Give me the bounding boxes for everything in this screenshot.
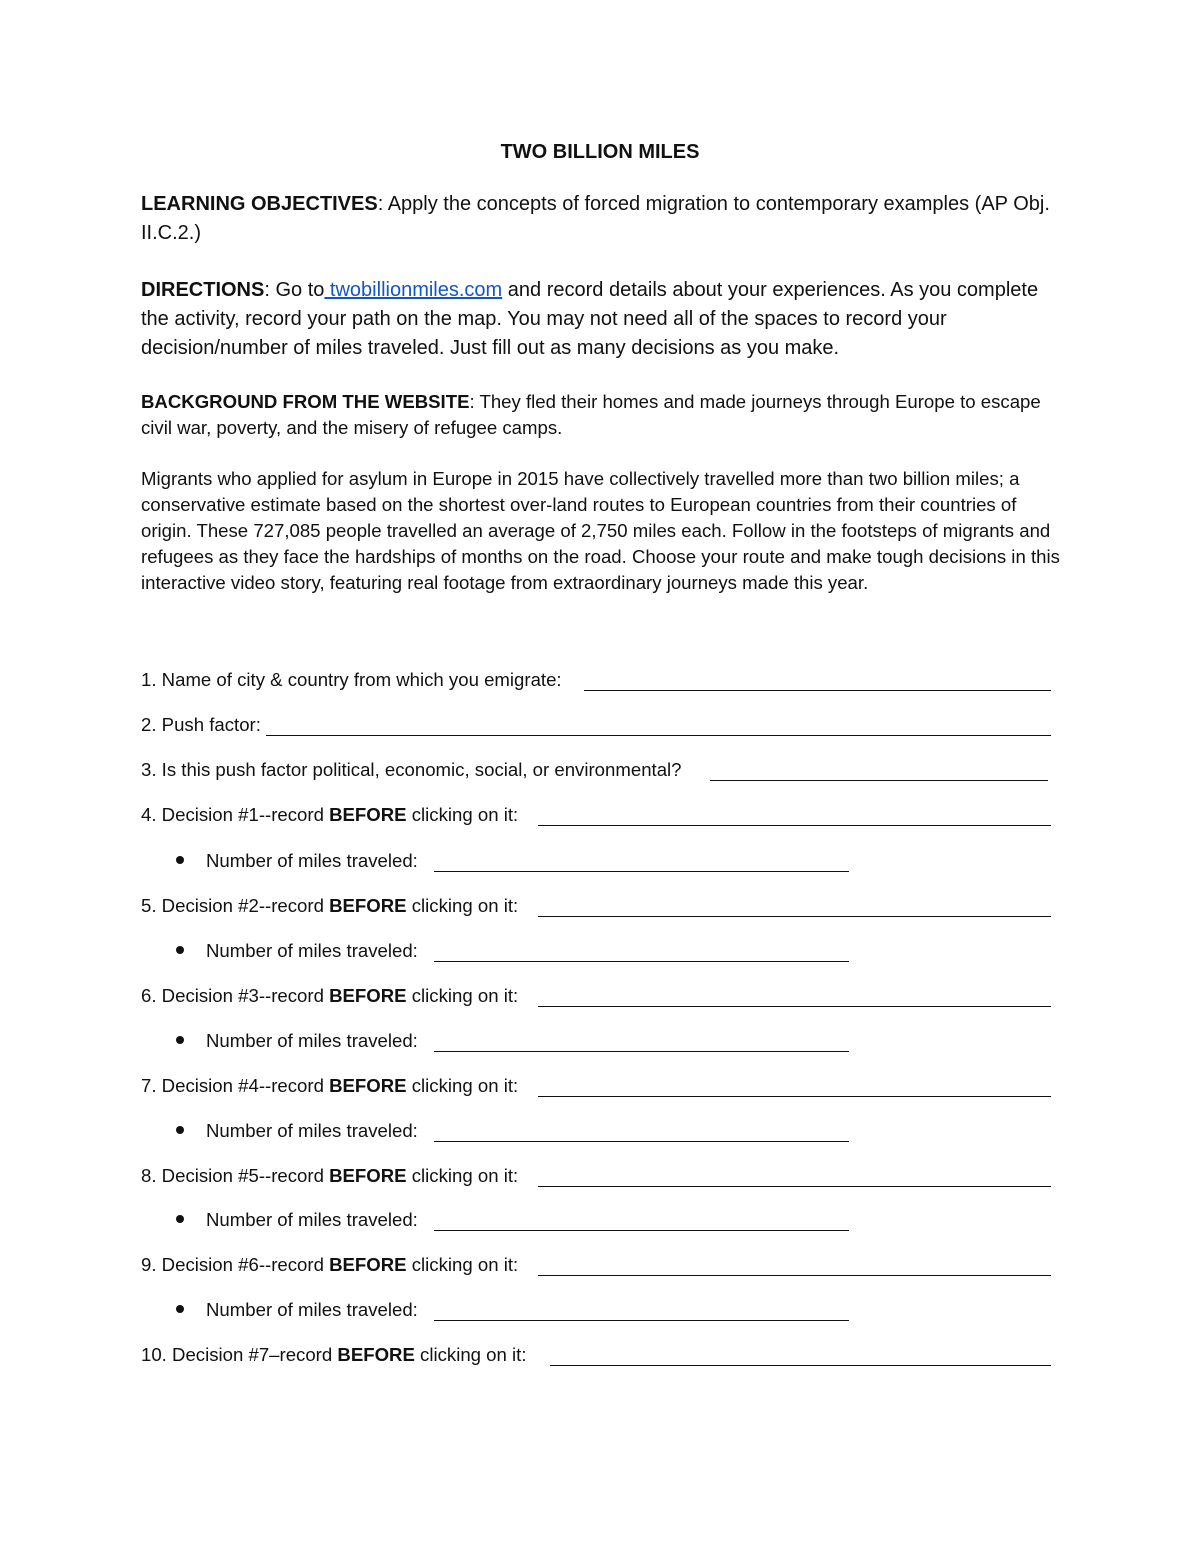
miles-label: Number of miles traveled: bbox=[206, 850, 418, 871]
miles-label: Number of miles traveled: bbox=[206, 1030, 418, 1051]
decision-3-answer-line[interactable] bbox=[538, 1006, 1051, 1007]
question-1 bbox=[141, 667, 562, 693]
background-paragraph: Migrants who applied for asylum in Europe in 2015 have collectively travelled more than two billion miles; a conservative estimate based on the shortest over-land routes to European countries from their countries of origin. These 727,085 people travelled an average of 2,750 miles each. Follow in the footsteps of migrants and refugees as they face the hardships of months on the road. Choose your route and make tough decisions in this interactive video story, featuring real footage from extraordinary journeys made this year. bbox=[141, 468, 1060, 593]
decision-6-label: 9. Decision #6--record bbox=[141, 1254, 330, 1275]
decision-5-before: BEFORE bbox=[329, 1165, 407, 1186]
decision-7 bbox=[141, 1342, 526, 1368]
objectives-text: : Apply the concepts of forced migration to contemporary examples (AP Obj. II.C.2.) bbox=[141, 193, 1050, 244]
decision-5 bbox=[141, 1163, 518, 1189]
decision-4-miles-line[interactable] bbox=[434, 1141, 849, 1142]
decision-5-tail: clicking on it: bbox=[406, 1165, 519, 1186]
decision-3-miles bbox=[176, 1028, 418, 1054]
objectives-label: LEARNING OBJECTIVES bbox=[141, 193, 378, 215]
bullet-icon bbox=[176, 946, 184, 954]
decision-2-label: 5. Decision #2--record bbox=[141, 895, 330, 916]
decision-2 bbox=[141, 893, 518, 919]
miles-label: Number of miles traveled: bbox=[206, 1209, 418, 1230]
question-1-label: 1. Name of city & country from which you emigrate: bbox=[141, 669, 562, 690]
decision-3 bbox=[141, 983, 518, 1009]
bullet-icon bbox=[176, 1126, 184, 1134]
decision-2-miles bbox=[176, 938, 418, 964]
decision-6-before: BEFORE bbox=[329, 1254, 407, 1275]
question-3 bbox=[141, 757, 682, 783]
decision-1-tail: clicking on it: bbox=[406, 804, 519, 825]
decision-6-miles bbox=[176, 1297, 418, 1323]
directions-text-before: : Go to bbox=[264, 279, 325, 301]
bullet-icon bbox=[176, 1215, 184, 1223]
decision-4 bbox=[141, 1073, 518, 1099]
decision-1-answer-line[interactable] bbox=[538, 825, 1051, 826]
bullet-icon bbox=[176, 1036, 184, 1044]
bullet-icon bbox=[176, 1305, 184, 1313]
page-title: TWO BILLION MILES bbox=[500, 141, 700, 163]
decision-7-label: 10. Decision #7–record bbox=[141, 1344, 338, 1365]
miles-label: Number of miles traveled: bbox=[206, 1120, 418, 1141]
decision-1 bbox=[141, 802, 518, 828]
decision-1-miles bbox=[176, 848, 418, 874]
decision-1-label: 4. Decision #1--record bbox=[141, 804, 330, 825]
background-intro bbox=[141, 389, 1066, 441]
decision-1-before: BEFORE bbox=[329, 804, 407, 825]
decision-4-answer-line[interactable] bbox=[538, 1096, 1051, 1097]
decision-4-tail: clicking on it: bbox=[406, 1075, 519, 1096]
answer-line-2[interactable] bbox=[266, 735, 1051, 736]
background-label: BACKGROUND FROM THE WEBSITE bbox=[141, 391, 470, 412]
decision-4-label: 7. Decision #4--record bbox=[141, 1075, 330, 1096]
decision-2-before: BEFORE bbox=[329, 895, 407, 916]
website-link[interactable]: twobillionmiles.com bbox=[324, 279, 503, 301]
miles-label: Number of miles traveled: bbox=[206, 940, 418, 961]
answer-line-3[interactable] bbox=[710, 780, 1048, 781]
decision-3-tail: clicking on it: bbox=[406, 985, 519, 1006]
decision-4-miles bbox=[176, 1118, 418, 1144]
directions-label: DIRECTIONS bbox=[141, 279, 265, 301]
directions-text-after: and record details about your experiences. As you complete the activity, record your path on the map. You may not need all of the spaces to record your decision/number of miles traveled. Just fill out as many decisions as you make. bbox=[141, 279, 1039, 359]
decision-6 bbox=[141, 1252, 518, 1278]
decision-5-miles bbox=[176, 1207, 418, 1233]
decision-5-label: 8. Decision #5--record bbox=[141, 1165, 330, 1186]
decision-2-answer-line[interactable] bbox=[538, 916, 1051, 917]
decision-5-answer-line[interactable] bbox=[538, 1186, 1051, 1187]
decision-6-miles-line[interactable] bbox=[434, 1320, 849, 1321]
decision-1-miles-line[interactable] bbox=[434, 871, 849, 872]
decision-7-tail: clicking on it: bbox=[414, 1344, 527, 1365]
decision-6-answer-line[interactable] bbox=[538, 1275, 1051, 1276]
miles-label: Number of miles traveled: bbox=[206, 1299, 418, 1320]
question-3-label: 3. Is this push factor political, economic, social, or environmental? bbox=[141, 759, 682, 780]
decision-3-before: BEFORE bbox=[329, 985, 407, 1006]
decision-5-miles-line[interactable] bbox=[434, 1230, 849, 1231]
background-text: : They fled their homes and made journeys through Europe to escape civil war, poverty, and the misery of refugee camps. bbox=[141, 391, 1041, 438]
bullet-icon bbox=[176, 856, 184, 864]
decision-3-miles-line[interactable] bbox=[434, 1051, 849, 1052]
decision-4-before: BEFORE bbox=[329, 1075, 407, 1096]
decision-7-before: BEFORE bbox=[337, 1344, 415, 1365]
directions bbox=[141, 276, 1066, 363]
learning-objectives bbox=[141, 190, 1066, 248]
question-2-label: 2. Push factor: bbox=[141, 714, 261, 735]
decision-2-tail: clicking on it: bbox=[406, 895, 519, 916]
question-2 bbox=[141, 712, 261, 738]
decision-6-tail: clicking on it: bbox=[406, 1254, 519, 1275]
answer-line-1[interactable] bbox=[584, 690, 1051, 691]
decision-2-miles-line[interactable] bbox=[434, 961, 849, 962]
decision-3-label: 6. Decision #3--record bbox=[141, 985, 330, 1006]
decision-7-answer-line[interactable] bbox=[550, 1365, 1051, 1366]
